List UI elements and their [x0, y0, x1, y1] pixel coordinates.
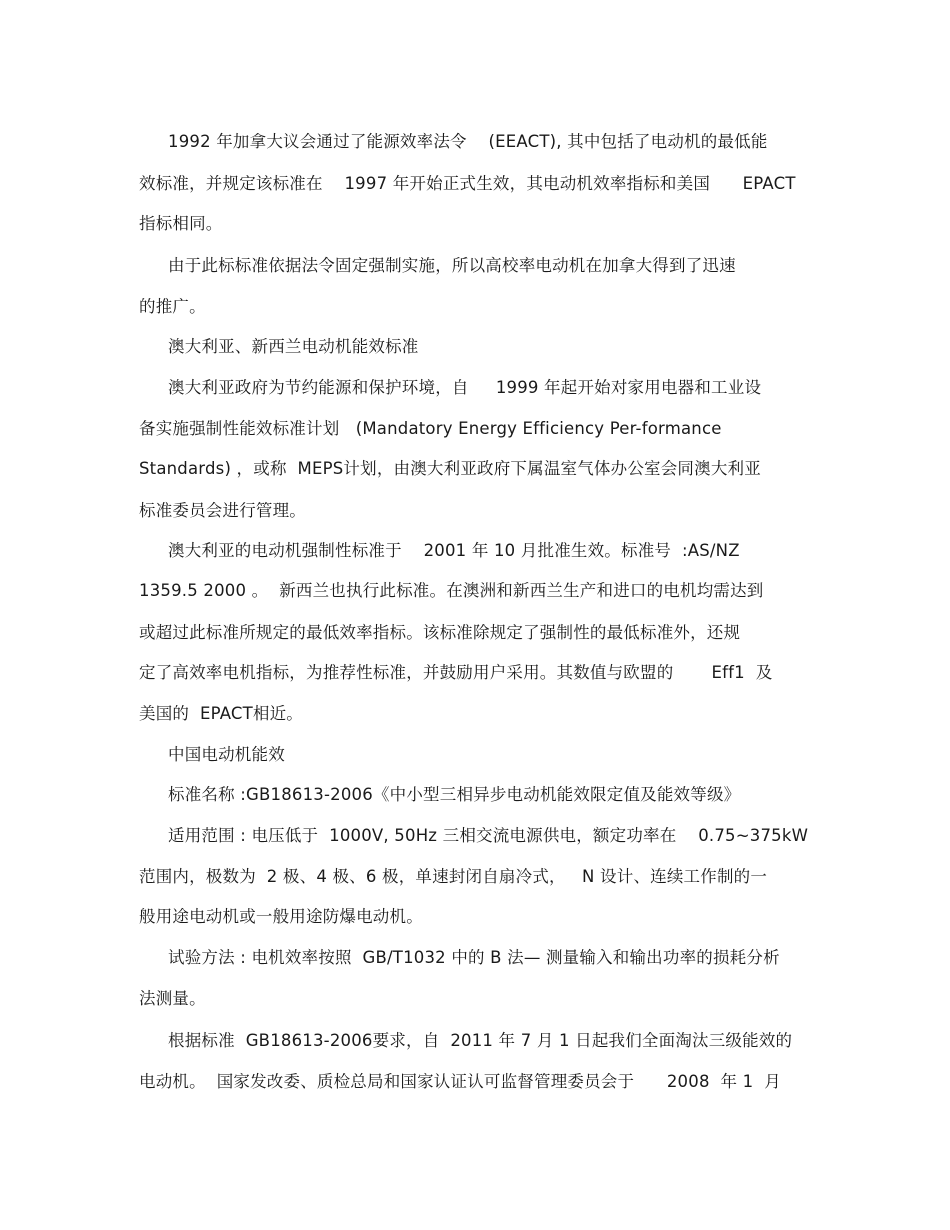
text-line: 1359.5 2000 。 新西兰也执行此标准。在澳洲和新西兰生产和进口的电机均需达到 [139, 581, 764, 600]
text-line: 根据标准 GB18613-2006要求，自 2011 年 7 月 1 日起我们全面淘汰三级能效的 [168, 1031, 793, 1050]
text-line: 标准名称 :GB18613-2006《中小型三相异步电动机能效限定值及能效等级》 [168, 785, 741, 804]
text-line: 或超过此标准所规定的最低效率指标。该标准除规定了强制性的最低标准外，还规 [139, 623, 741, 642]
text-line: 法测量。 [139, 989, 206, 1008]
text-line: 般用途电动机或一般用途防爆电动机。 [139, 907, 423, 926]
text-line: 1992 年加拿大议会通过了能源效率法令 (EEACT), 其中包括了电动机的最低能 [168, 132, 768, 151]
text-line: 美国的 EPACT相近。 [139, 704, 304, 723]
text-line: 标准委员会进行管理。 [139, 501, 306, 520]
section-heading: 澳大利亚、新西兰电动机能效标准 [168, 337, 419, 356]
section-heading: 中国电动机能效 [168, 745, 285, 764]
text-line: 试验方法 : 电机效率按照 GB/T1032 中的 B 法— 测量输入和输出功率的损耗分析 [168, 948, 780, 967]
text-line: 澳大利亚的电动机强制性标准于 2001 年 10 月批准生效。标准号 :AS/NZ [168, 541, 740, 560]
text-line: 适用范围 : 电压低于 1000V, 50Hz 三相交流电源供电，额定功率在 0.75~375kW [168, 826, 809, 845]
text-line: 的推广。 [139, 297, 206, 316]
text-line: 范围内，极数为 2 极、4 极、6 极，单速封闭自扇冷式， N 设计、连续工作制的一 [139, 867, 768, 886]
text-line: 指标相同。 [139, 214, 223, 233]
text-line: 电动机。 国家发改委、质检总局和国家认证认可监督管理委员会于 2008 年 1 月 [139, 1072, 781, 1091]
text-line: 备实施强制性能效标准计划 (Mandatory Energy Efficiency Per-formance [139, 419, 722, 438]
text-line: 由于此标标准依据法令固定强制实施，所以高校率电动机在加拿大得到了迅速 [168, 256, 736, 275]
text-line: 澳大利亚政府为节约能源和保护环境，自 1999 年起开始对家用电器和工业设 [168, 378, 762, 397]
text-line: 定了高效率电机指标，为推荐性标准，并鼓励用户采用。其数值与欧盟的 Eff1 及 [139, 663, 773, 682]
text-line: Standards) ，或称 MEPS计划，由澳大利亚政府下属温室气体办公室会同澳大利亚 [139, 459, 761, 478]
text-line: 效标准，并规定该标准在 1997 年开始正式生效，其电动机效率指标和美国 EPACT [139, 174, 796, 193]
